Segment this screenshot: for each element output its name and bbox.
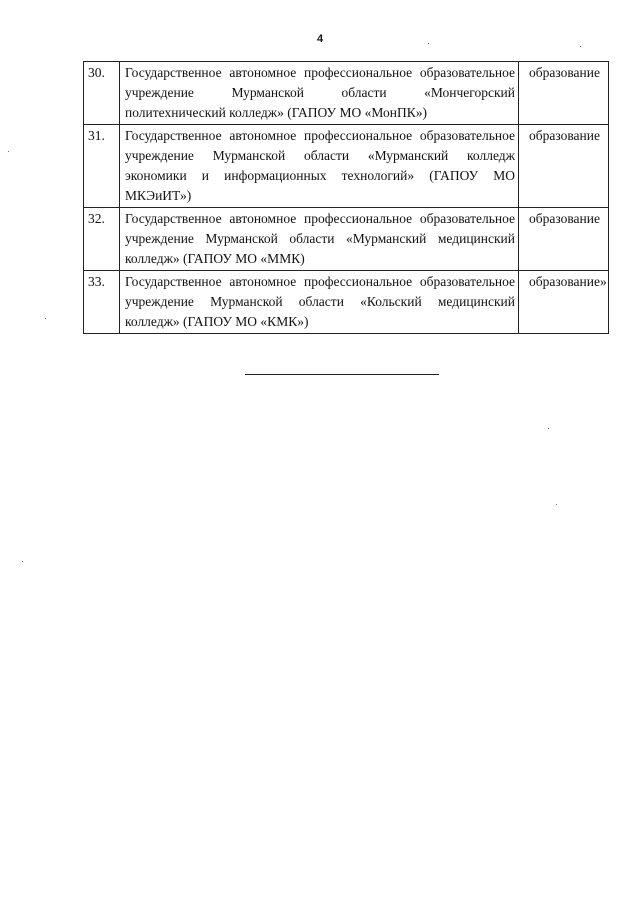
institution-category: образование — [519, 208, 609, 271]
table-row — [84, 208, 609, 271]
scan-speck — [548, 428, 549, 429]
scan-speck — [556, 504, 557, 505]
institution-name: Государственное автономное профессиональное образовательное учреждение Мурманской области «Мурманский медицинский колледж» (ГАПОУ МО «ММК) — [120, 208, 519, 271]
row-number: 32. — [84, 208, 120, 271]
scan-speck — [428, 43, 429, 44]
row-number: 33. — [84, 271, 120, 334]
institution-name: Государственное автономное профессиональное образовательное учреждение Мурманской области «Мончегорский политехнический колледж» (ГАПОУ МО «МонПК») — [120, 62, 519, 125]
end-separator-line — [245, 374, 439, 375]
table-row — [84, 62, 609, 125]
institution-category: образование» — [519, 271, 609, 334]
institution-category: образование — [519, 62, 609, 125]
scan-speck — [8, 151, 9, 152]
institution-category: образование — [519, 125, 609, 208]
scan-speck — [45, 318, 46, 319]
institutions-table — [83, 61, 609, 334]
row-number: 31. — [84, 125, 120, 208]
page-number: 4 — [316, 33, 324, 45]
institution-name: Государственное автономное профессиональное образовательное учреждение Мурманской области «Мурманский колледж экономики и информационных технологий» (ГАПОУ МО МКЭиИТ») — [120, 125, 519, 208]
scan-speck — [22, 561, 23, 562]
table-row — [84, 271, 609, 334]
institution-name: Государственное автономное профессиональное образовательное учреждение Мурманской области «Кольский медицинский колледж» (ГАПОУ МО «КМК») — [120, 271, 519, 334]
table-row — [84, 125, 609, 208]
row-number: 30. — [84, 62, 120, 125]
scan-speck — [580, 46, 581, 47]
